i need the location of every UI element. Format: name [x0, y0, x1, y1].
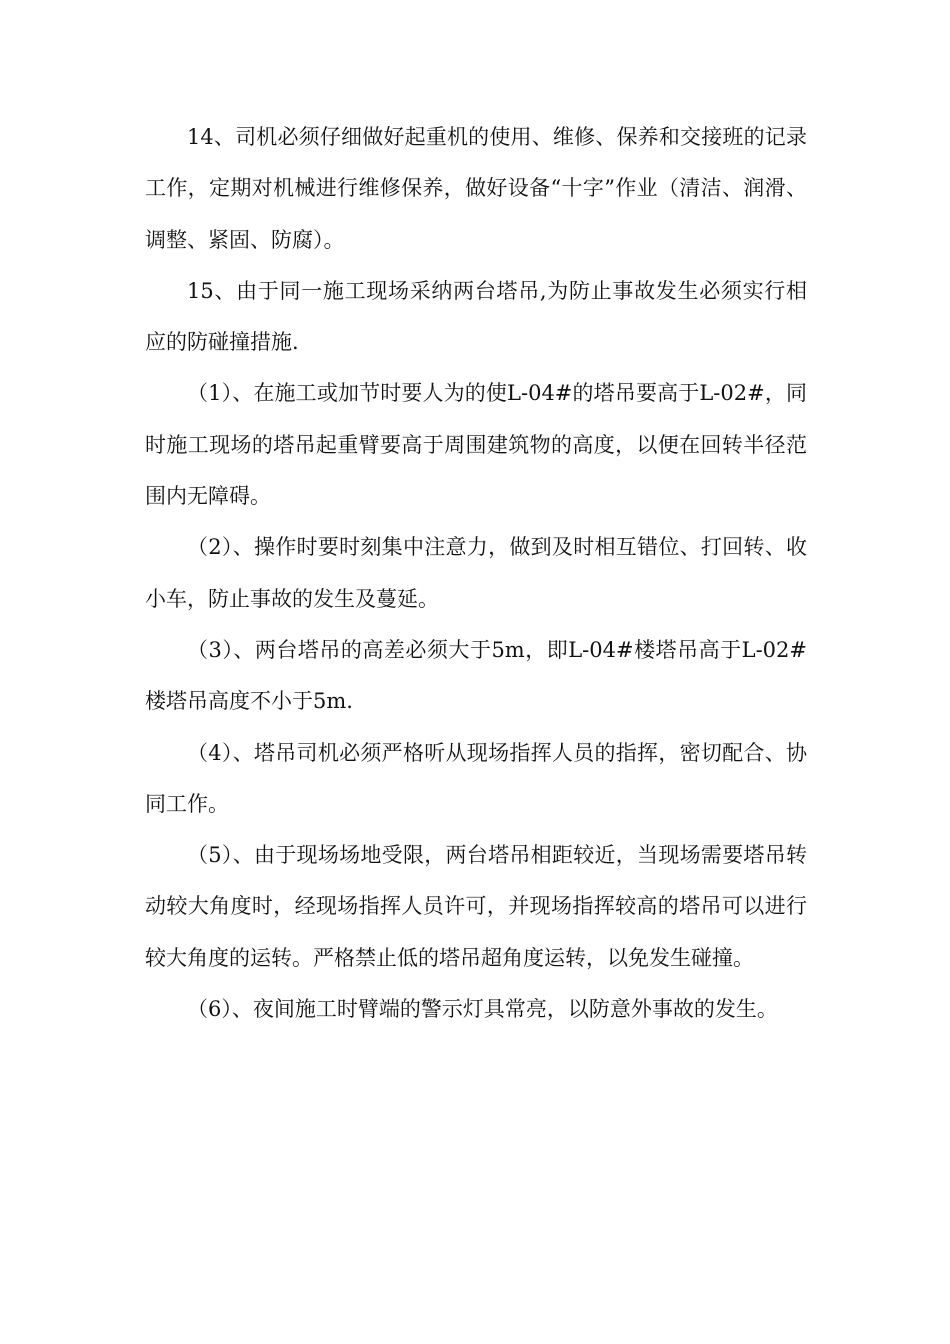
- paragraph-subitem-3: （3）、两台塔吊的高差必须大于5m，即L-04#楼塔吊高于L-02#楼塔吊高度不小于5m.: [145, 637, 807, 714]
- document-body: [145, 112, 807, 1035]
- paragraph-item-14: 14、司机必须仔细做好起重机的使用、维修、保养和交接班的记录工作，定期对机械进行维修保养，做好设备“十字”作业（清洁、润滑、调整、紧固、防腐）。: [145, 125, 807, 252]
- paragraph-subitem-2: （2）、操作时要时刻集中注意力，做到及时相互错位、打回转、收小车，防止事故的发生及蔓延。: [145, 535, 807, 611]
- paragraph-subitem-1: （1）、在施工或加节时要人为的使L-04#的塔吊要高于L-02#，同时施工现场的塔吊起重臂要高于周围建筑物的高度，以便在回转半径范围内无障碍。: [145, 381, 807, 509]
- paragraph-item-15: 15、由于同一施工现场采纳两台塔吊,为防止事故发生必须实行相应的防碰撞措施.: [145, 278, 807, 355]
- paragraph-subitem-6: （6）、夜间施工时臂端的警示灯具常亮，以防意外事故的发生。: [187, 997, 778, 1022]
- paragraph-subitem-5: （5）、由于现场场地受限，两台塔吊相距较近，当现场需要塔吊转动较大角度时，经现场指挥人员许可，并现场指挥较高的塔吊可以进行较大角度的运转。严格禁止低的塔吊超角度运转，以免发生碰撞。: [145, 843, 807, 970]
- paragraph-subitem-4: （4）、塔吊司机必须严格听从现场指挥人员的指挥，密切配合、协同工作。: [145, 740, 807, 816]
